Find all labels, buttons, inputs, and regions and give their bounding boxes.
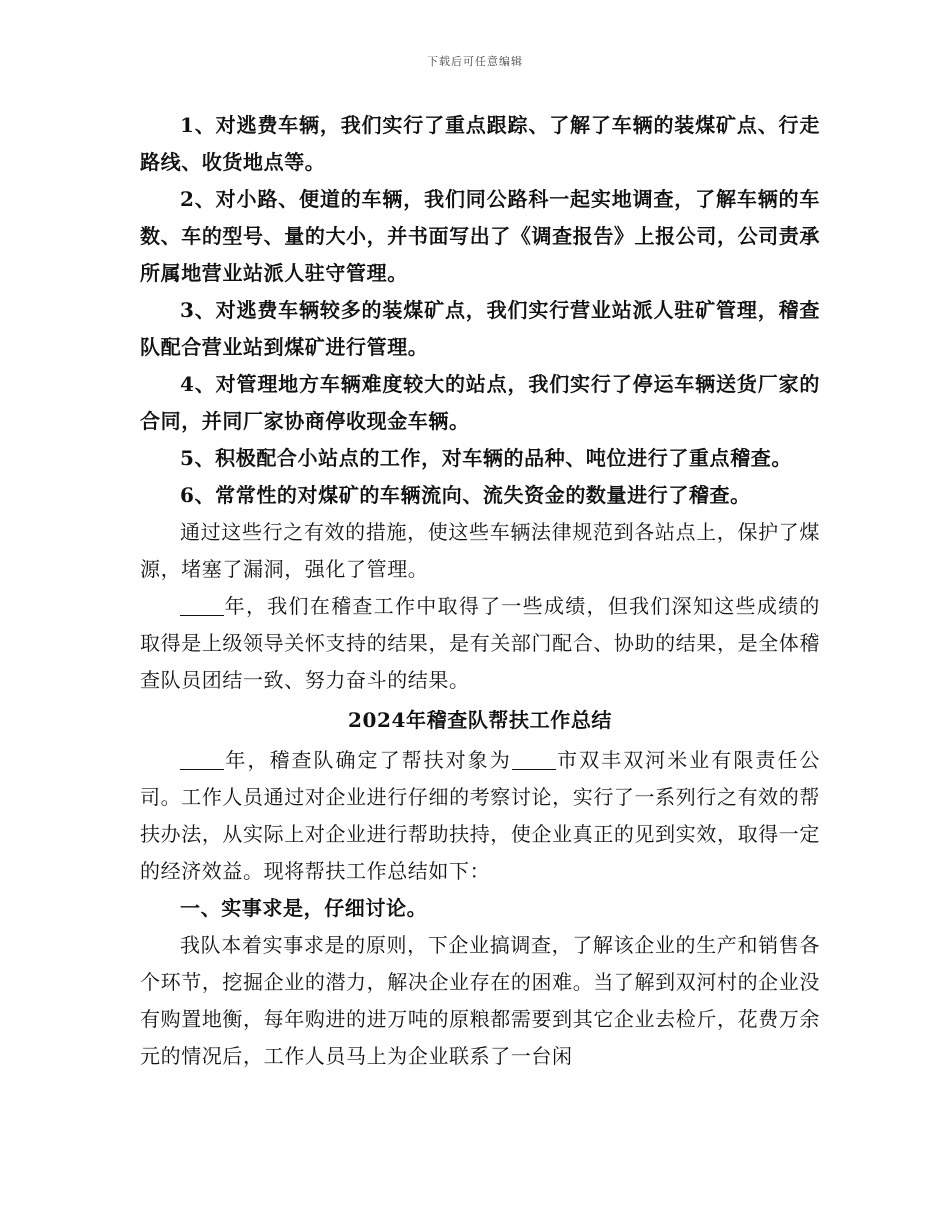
document-body: [140, 107, 820, 1075]
measure-item-6: 6、常常性的对煤矿的车辆流向、流失资金的数量进行了稽查。: [180, 483, 751, 507]
measure-item-1: 1、对逃费车辆，我们实行了重点跟踪、了解了车辆的装煤矿点、行走路线、收货地点等。: [140, 113, 820, 174]
year-blank: [180, 749, 224, 770]
year-blank: [180, 595, 224, 616]
subheading: 一、实事求是，仔细讨论。: [180, 896, 428, 920]
intro-paragraph: [140, 742, 820, 890]
intro-text-part1: 年，稽查队确定了帮扶对象为: [224, 748, 512, 772]
city-blank: [512, 749, 556, 770]
body-paragraph: 我队本着实事求是的原则，下企业搞调查，了解该企业的生产和销售各个环节，挖掘企业的潜力，解决企业存在的困难。当了解到双河村的企业没有购置地衡，每年购进的进万吨的原粮都需要到其它企业去检斤，花费万余元的情况后，工作人员马上为企业联系了一台闲: [140, 933, 820, 1068]
summary-paragraph: 通过这些行之有效的措施，使这些车辆法律规范到各站点上，保护了煤源，堵塞了漏洞，强化了管理。: [140, 520, 820, 581]
measure-item-5: 5、积极配合小站点的工作，对车辆的品种、吨位进行了重点稽查。: [180, 446, 792, 470]
achievement-text: 年，我们在稽查工作中取得了一些成绩，但我们深知这些成绩的取得是上级领导关怀支持的结果，是有关部门配合、协助的结果，是全体稽查队员团结一致、努力奋斗的结果。: [140, 594, 820, 692]
header-note: 下载后可任意编辑: [427, 55, 523, 68]
intro-text-part2: 市双丰双河米业有限责任公司。工作人员通过对企业进行仔细的考察讨论，实行了一系列行之有效的帮扶办法，从实际上对企业进行帮助扶持，使企业真正的见到实效，取得一定的经济效益。现将帮扶工作总结如下：: [140, 748, 820, 883]
measure-item-3: 3、对逃费车辆较多的装煤矿点，我们实行营业站派人驻矿管理，稽查队配合营业站到煤矿进行管理。: [140, 298, 820, 359]
section-title: 2024年稽查队帮扶工作总结: [347, 708, 613, 732]
achievement-paragraph: [140, 588, 820, 699]
measure-item-2: 2、对小路、便道的车辆，我们同公路科一起实地调查，了解车辆的车数、车的型号、量的大小，并书面写出了《调查报告》上报公司，公司责承所属地营业站派人驻守管理。: [140, 187, 820, 285]
measure-item-4: 4、对管理地方车辆难度较大的站点，我们实行了停运车辆送货厂家的合同，并同厂家协商停收现金车辆。: [140, 372, 820, 433]
